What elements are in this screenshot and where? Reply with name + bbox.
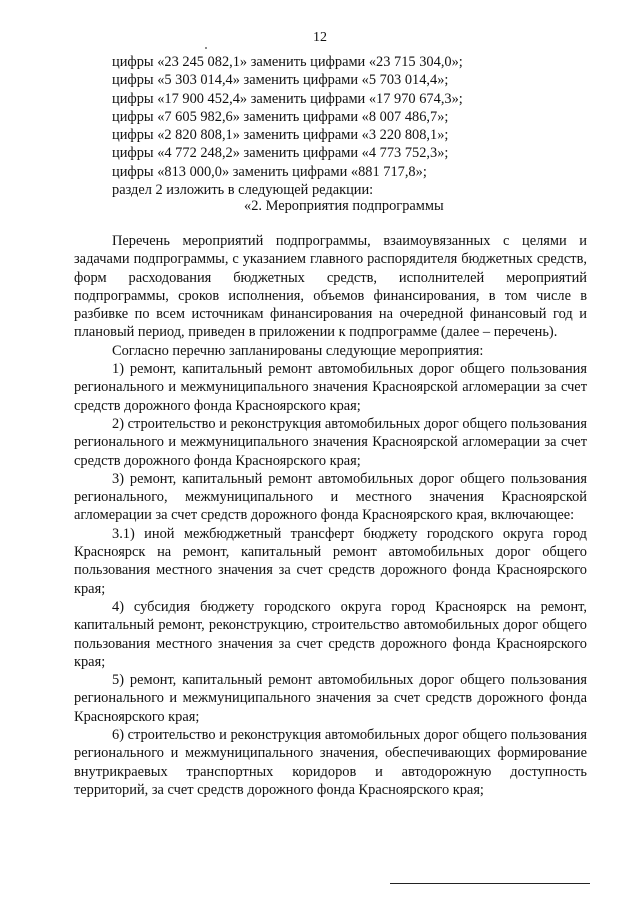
paragraph: 2) строительство и реконструкция автомобильных дорог общего пользования регионального и межмуниципального значения Красноярской агломерации за счет средств дорожного фонда Красноярского края; <box>74 415 587 469</box>
paragraph: 3.1) иной межбюджетный трансферт бюджету городского округа город Красноярск на ремонт, капитальный ремонт автомобильных дорог общего пользования местного значения за счет средств дорожного фонда Красноярского края; <box>74 525 587 597</box>
footer-rule <box>390 883 590 884</box>
paragraph: 1) ремонт, капитальный ремонт автомобильных дорог общего пользования регионального и межмуниципального значения Красноярской агломерации за счет средств дорожного фонда Красноярского края; <box>74 361 587 414</box>
page-number: 12 <box>313 30 327 45</box>
paragraph: 3) ремонт, капитальный ремонт автомобильных дорог общего пользования регионального, межмуниципального и местного значения Красноярской агломерации за счет средств дорожного фонда Красноярского края, включающее: <box>74 470 587 524</box>
scan-speck <box>205 47 207 49</box>
replacement-line: цифры «5 303 014,4» заменить цифрами «5 703 014,4»; <box>112 72 449 89</box>
replacement-line: цифры «2 820 808,1» заменить цифрами «3 220 808,1»; <box>112 127 449 144</box>
body-text <box>74 232 587 799</box>
replacement-line: цифры «813 000,0» заменить цифрами «881 717,8»; <box>112 163 427 180</box>
replacement-line: цифры «17 900 452,4» заменить цифрами «17 970 674,3»; <box>112 90 463 107</box>
paragraph: Согласно перечню запланированы следующие мероприятия: <box>112 342 484 359</box>
replacement-line: цифры «7 605 982,6» заменить цифрами «8 007 486,7»; <box>112 108 449 125</box>
paragraph: Перечень мероприятий подпрограммы, взаимоувязанных с целями и задачами подпрограммы, с указанием главного распорядителя бюджетных средств, форм расходования бюджетных средств, исполнителей мероприятий подпрограммы, сроков исполнения, объемов финансирования, в том числе в разбивке по всем источникам финансирования на очередной финансовый год и плановый период, приведен в приложении к подпрограмме (далее – перечень). <box>74 233 587 341</box>
paragraph: 6) строительство и реконструкция автомобильных дорог общего пользования регионального и межмуниципального значения, обеспечивающих формирование внутрикраевых транспортных коридоров и автодорожную доступность территорий, за счет средств дорожного фонда Красноярского края; <box>74 727 587 798</box>
replacement-line: раздел 2 изложить в следующей редакции: <box>112 182 374 199</box>
replacement-line: цифры «23 245 082,1» заменить цифрами «23 715 304,0»; <box>112 54 463 70</box>
section-title: «2. Мероприятия подпрограммы <box>244 198 444 214</box>
paragraph: 5) ремонт, капитальный ремонт автомобильных дорог общего пользования регионального и межмуниципального значения за счет средств дорожного фонда Красноярского края; <box>74 672 587 725</box>
replacement-list <box>112 53 532 199</box>
replacement-line: цифры «4 772 248,2» заменить цифрами «4 773 752,3»; <box>112 145 449 162</box>
paragraph: 4) субсидия бюджету городского округа город Красноярск на ремонт, капитальный ремонт, реконструкцию, строительство автомобильных дорог общего пользования местного значения за счет средств дорожного фонда Красноярского края; <box>74 598 587 670</box>
